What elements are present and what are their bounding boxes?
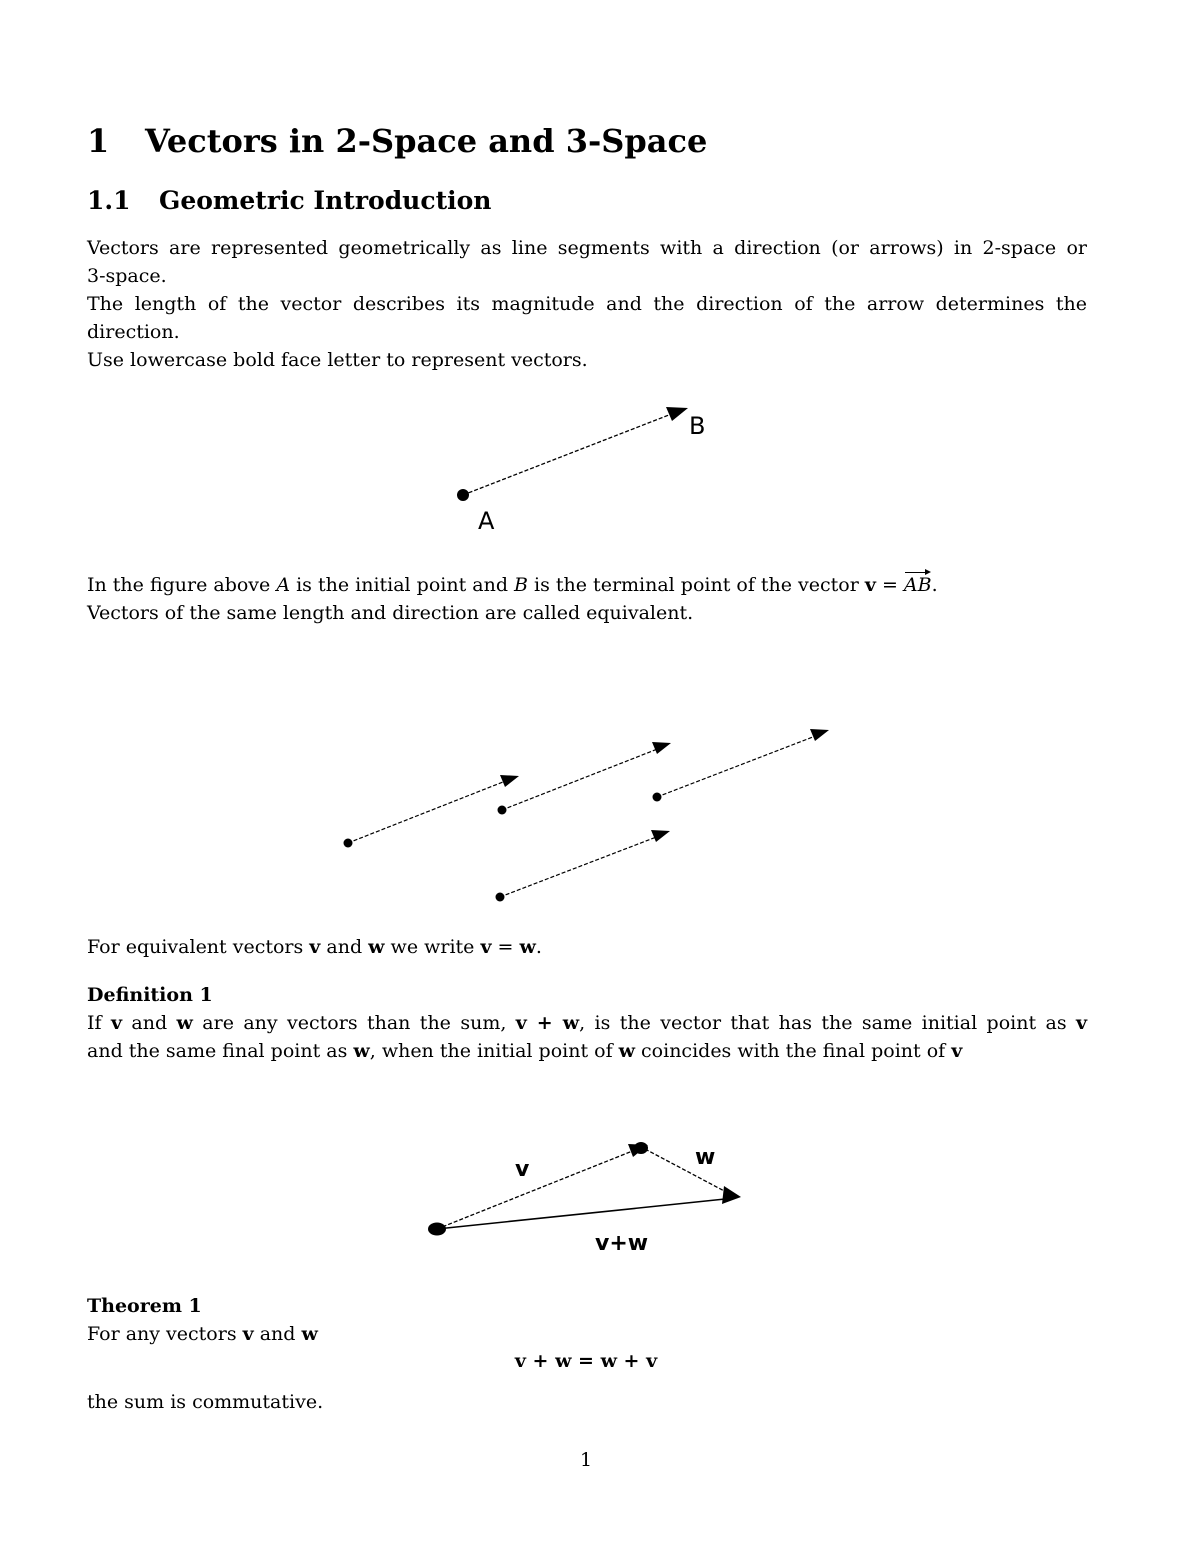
vector-w: w	[301, 1323, 318, 1345]
text-fragment: and	[253, 1323, 302, 1345]
vector-v-line	[437, 1150, 635, 1229]
vector-v-end-dot	[634, 1142, 648, 1154]
vector-w: w	[176, 1012, 193, 1034]
vector-v: v	[1075, 1012, 1088, 1034]
equivalent-definition-sentence: Vectors of the same length and direction are called equivalent.	[87, 602, 694, 624]
definition-heading: Definition 1	[87, 984, 213, 1006]
theorem-intro	[87, 1320, 1087, 1348]
text-fragment: and	[320, 936, 369, 958]
subsection-number: 1.1	[87, 186, 131, 215]
vector-v: v	[951, 1040, 963, 1062]
vector-v: v	[864, 574, 876, 596]
vector-v: v	[309, 936, 321, 958]
theorem-line-1	[87, 1320, 1087, 1348]
text-fragment: coincides with the final point of	[635, 1040, 952, 1062]
intro-line-4: direction.	[87, 321, 180, 343]
text-fragment: we write	[384, 936, 481, 958]
vector-sum-line	[437, 1199, 725, 1229]
equals-sign: =	[875, 574, 904, 596]
text-fragment: If	[87, 1012, 111, 1034]
subsection-title-text: Geometric Introduction	[159, 186, 492, 215]
text-fragment: , when the initial point of	[369, 1040, 619, 1062]
equals-sign: =	[491, 936, 520, 958]
text-fragment: In the figure above	[87, 574, 277, 596]
text-fragment: and the same final point as	[87, 1040, 354, 1062]
label-v-plus-w: v+w	[595, 1231, 649, 1256]
theorem-conclusion: the sum is commutative.	[87, 1391, 324, 1413]
label-w: w	[695, 1145, 716, 1170]
page-number: 1	[579, 1449, 593, 1471]
vector-sum: v + w	[515, 1012, 580, 1034]
text-fragment: .	[535, 936, 542, 958]
vector-v: v	[242, 1323, 254, 1345]
label-b: B	[689, 412, 706, 440]
origin-dot	[428, 1223, 446, 1236]
vector-w: w	[618, 1040, 635, 1062]
intro-line-1: Vectors are represented geometrically as line segments with a direction (or arrows) in 2-space or	[87, 237, 1087, 259]
text-fragment: .	[931, 574, 938, 596]
section-title-text: Vectors in 2-Space and 3-Space	[145, 122, 708, 160]
text-fragment: , is the vector that has the same initial point as	[579, 1012, 1076, 1034]
vector-w: w	[353, 1040, 370, 1062]
text-fragment: is the initial point and	[290, 574, 515, 596]
theorem-heading: Theorem 1	[87, 1295, 202, 1317]
commutativity-equation: v + w = w + v	[514, 1350, 658, 1372]
intro-line-3: The length of the vector describes its magnitude and the direction of the arrow determines the	[87, 293, 1087, 315]
text-fragment: For any vectors	[87, 1323, 243, 1345]
text-fragment: For equivalent vectors	[87, 936, 310, 958]
vector-w: w	[368, 936, 385, 958]
vector-v: v	[110, 1012, 122, 1034]
text-fragment: are any vectors than the sum,	[192, 1012, 516, 1034]
label-v: v	[515, 1157, 530, 1182]
vector-v: v	[480, 936, 492, 958]
vector-ab-notation: AB	[904, 571, 932, 599]
label-a: A	[478, 507, 495, 535]
intro-line-5: Use lowercase bold face letter to represent vectors.	[87, 349, 588, 371]
var-a: A	[276, 574, 291, 596]
intro-line-2: 3-space.	[87, 265, 167, 287]
text-fragment: and	[122, 1012, 177, 1034]
vector-sum-arrowhead	[722, 1186, 741, 1204]
text-fragment: is the terminal point of the vector	[528, 574, 865, 596]
vector-w-line	[645, 1149, 728, 1193]
section-number: 1	[87, 122, 110, 160]
var-b: B	[514, 574, 528, 596]
vector-w: w	[519, 936, 536, 958]
